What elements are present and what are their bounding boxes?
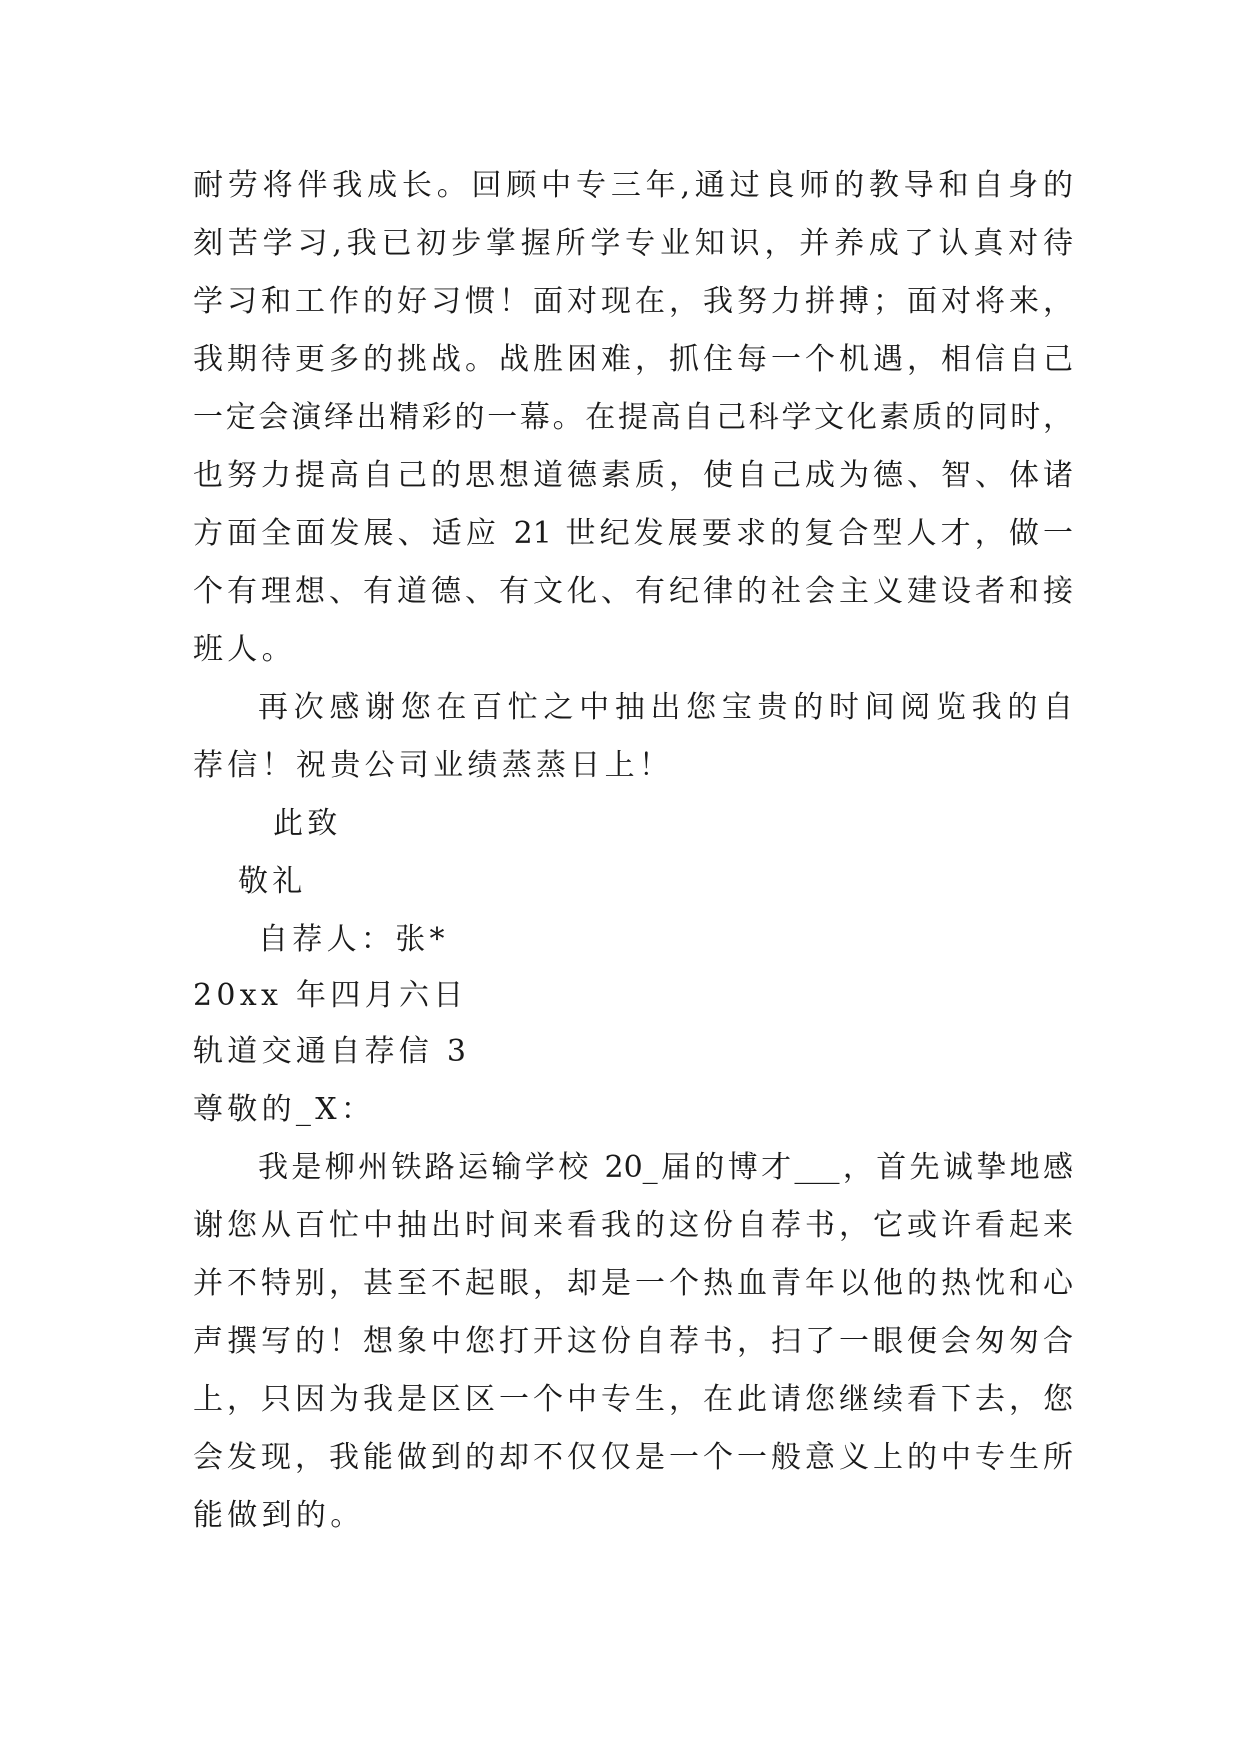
paragraph-first-line: 我是柳州铁路运输学校 20_届的博才___，首先诚挚地感 [258, 1150, 1073, 1185]
greeting-line: 尊敬的_X： [193, 1092, 376, 1127]
text-line: 也努力提高自己的思想道德素质，使自己成为德、智、体诸 [193, 458, 1073, 493]
paragraph-first-line: 再次感谢您在百忙之中抽出您宝贵的时间阅览我的自 [258, 690, 1073, 725]
text-line: 耐劳将伴我成长。回顾中专三年,通过良师的教导和自身的 [193, 168, 1073, 203]
text-line: 声撰写的！想象中您打开这份自荐书，扫了一眼便会匆匆合 [193, 1324, 1073, 1359]
text-line: 学习和工作的好习惯！面对现在，我努力拼搏；面对将来， [193, 284, 1073, 319]
text-line: 上，只因为我是区区一个中专生，在此请您继续看下去，您 [193, 1382, 1073, 1417]
text-line: 班人。 [193, 632, 296, 667]
text-line: 方面全面发展、适应 21 世纪发展要求的复合型人才，做一 [193, 516, 1073, 551]
closing-regards: 敬礼 [238, 864, 307, 899]
text-line: 能做到的。 [193, 1498, 365, 1533]
text-line: 荐信！祝贵公司业绩蒸蒸日上！ [193, 748, 674, 783]
date-line: 20xx 年四月六日 [193, 978, 468, 1013]
closing-salutation: 此致 [273, 806, 342, 841]
text-line: 谢您从百忙中抽出时间来看我的这份自荐书，它或许看起来 [193, 1208, 1073, 1243]
section-title: 轨道交通自荐信 3 [193, 1034, 471, 1069]
text-line: 一定会演绎出精彩的一幕。在提高自己科学文化素质的同时， [193, 400, 1073, 435]
text-line: 个有理想、有道德、有文化、有纪律的社会主义建设者和接 [193, 574, 1073, 609]
text-line: 我期待更多的挑战。战胜困难，抓住每一个机遇，相信自己 [193, 342, 1073, 377]
text-line: 刻苦学习,我已初步掌握所学专业知识，并养成了认真对待 [193, 226, 1073, 261]
text-line: 会发现，我能做到的却不仅仅是一个一般意义上的中专生所 [193, 1440, 1073, 1475]
signature-line: 自荐人：张* [258, 922, 449, 957]
text-line: 并不特别，甚至不起眼，却是一个热血青年以他的热忱和心 [193, 1266, 1073, 1301]
